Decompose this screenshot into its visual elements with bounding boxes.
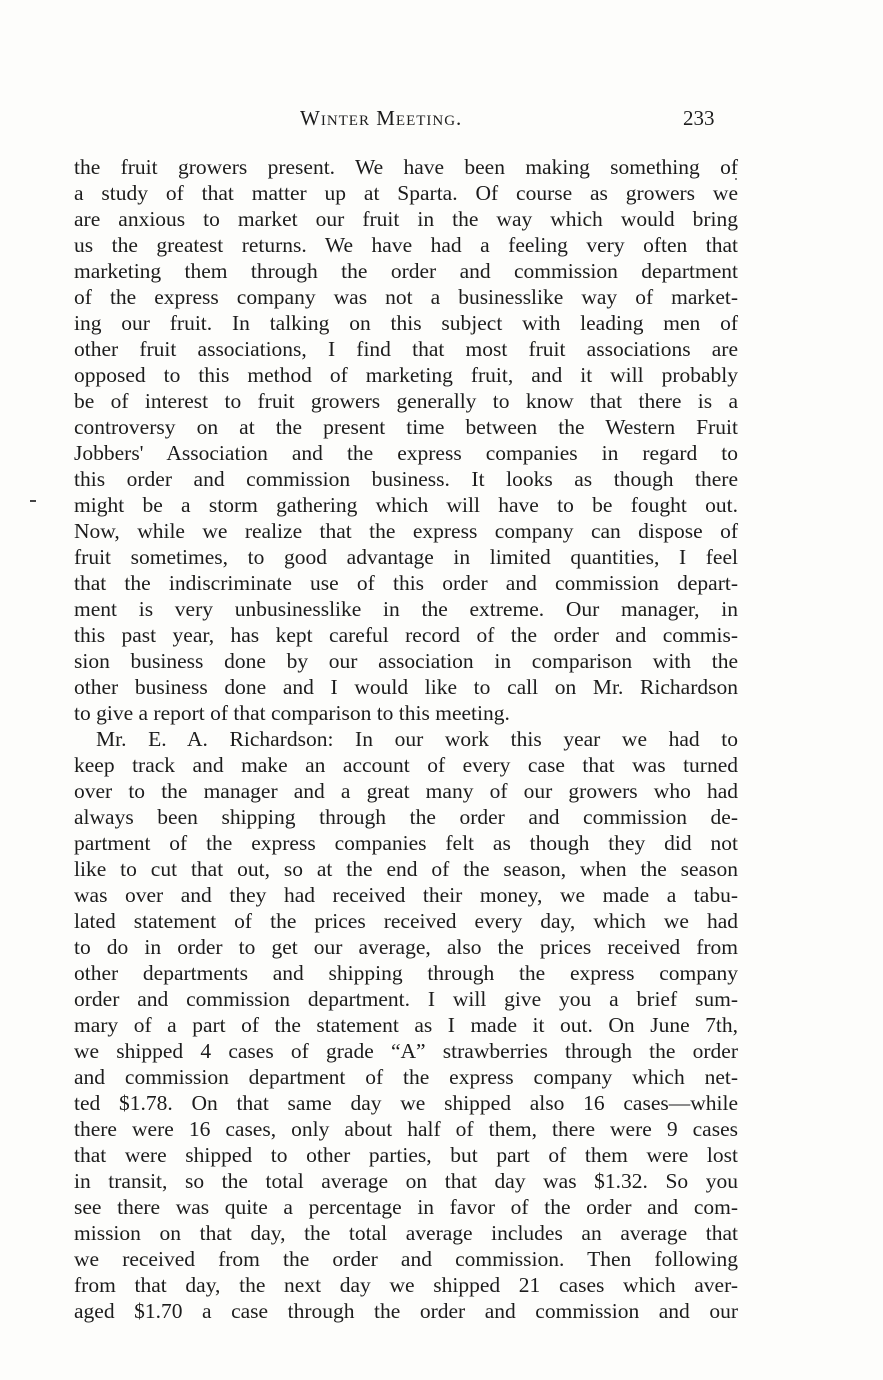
text-line: there were 16 cases, only about half of them, there were 9 cases bbox=[74, 1117, 738, 1141]
text-line: keep track and make an account of every case that was turned bbox=[74, 753, 738, 777]
text-line: be of interest to fruit growers generally to know that there is a bbox=[74, 389, 738, 413]
running-title: Winter Meeting. bbox=[300, 106, 463, 130]
text-line: ment is very unbusinesslike in the extreme. Our manager, in bbox=[74, 597, 738, 621]
margin-mark bbox=[30, 500, 36, 502]
text-line: always been shipping through the order and commission de- bbox=[74, 805, 738, 829]
text-line: that the indiscriminate use of this order and commission depart- bbox=[74, 571, 738, 595]
text-line: lated statement of the prices received every day, which we had bbox=[74, 909, 738, 933]
text-line: fruit sometimes, to good advantage in limited quantities, I feel bbox=[74, 545, 738, 569]
text-line: might be a storm gathering which will have to be fought out. bbox=[74, 493, 738, 517]
text-line: of the express company was not a businesslike way of market- bbox=[74, 285, 738, 309]
text-line: ted $1.78. On that same day we shipped also 16 cases—while bbox=[74, 1091, 738, 1115]
text-line: order and commission department. I will give you a brief sum- bbox=[74, 987, 738, 1011]
text-line: in transit, so the total average on that day was $1.32. So you bbox=[74, 1169, 738, 1193]
paragraph-last-line: to give a report of that comparison to this meeting. bbox=[74, 701, 510, 725]
text-line: this past year, has kept careful record of the order and commis- bbox=[74, 623, 738, 647]
text-line: ing our fruit. In talking on this subject with leading men of bbox=[74, 311, 738, 335]
text-line: that were shipped to other parties, but part of them were lost bbox=[74, 1143, 738, 1167]
body-text bbox=[74, 154, 738, 1324]
text-line: to do in order to get our average, also the prices received from bbox=[74, 935, 738, 959]
text-line: was over and they had received their money, we made a tabu- bbox=[74, 883, 738, 907]
text-line: mary of a part of the statement as I made it out. On June 7th, bbox=[74, 1013, 738, 1037]
text-line: a study of that matter up at Sparta. Of course as growers we bbox=[74, 181, 738, 205]
text-line: sion business done by our association in comparison with the bbox=[74, 649, 738, 673]
text-line: over to the manager and a great many of our growers who had bbox=[74, 779, 738, 803]
text-line: like to cut that out, so at the end of the season, when the season bbox=[74, 857, 738, 881]
text-line: are anxious to market our fruit in the way which would bring bbox=[74, 207, 738, 231]
text-line: us the greatest returns. We have had a feeling very often that bbox=[74, 233, 738, 257]
text-line: other departments and shipping through the express company bbox=[74, 961, 738, 985]
text-line: Jobbers' Association and the express companies in regard to bbox=[74, 441, 738, 465]
text-line: mission on that day, the total average includes an average that bbox=[74, 1221, 738, 1245]
text-line: controversy on at the present time between the Western Fruit bbox=[74, 415, 738, 439]
paragraph-first-line: Mr. E. A. Richardson: In our work this year we had to bbox=[96, 727, 738, 751]
text-line: partment of the express companies felt as though they did not bbox=[74, 831, 738, 855]
running-header bbox=[0, 106, 883, 136]
text-line: see there was quite a percentage in favor of the order and com- bbox=[74, 1195, 738, 1219]
text-line: aged $1.70 a case through the order and commission and our bbox=[74, 1299, 738, 1323]
page-number: 233 bbox=[683, 106, 715, 130]
text-line: marketing them through the order and commission department bbox=[74, 259, 738, 283]
text-line: this order and commission business. It looks as though there bbox=[74, 467, 738, 491]
text-line: we shipped 4 cases of grade “A” strawberries through the order bbox=[74, 1039, 738, 1063]
text-line: we received from the order and commission. Then following bbox=[74, 1247, 738, 1271]
text-line: opposed to this method of marketing fruit, and it will probably bbox=[74, 363, 738, 387]
text-line: the fruit growers present. We have been making something of bbox=[74, 155, 738, 179]
text-line: Now, while we realize that the express company can dispose of bbox=[74, 519, 738, 543]
text-line: other business done and I would like to call on Mr. Richardson bbox=[74, 675, 738, 699]
text-line: from that day, the next day we shipped 21 cases which aver- bbox=[74, 1273, 738, 1297]
text-line: other fruit associations, I find that most fruit associations are bbox=[74, 337, 738, 361]
text-line: and commission department of the express company which net- bbox=[74, 1065, 738, 1089]
